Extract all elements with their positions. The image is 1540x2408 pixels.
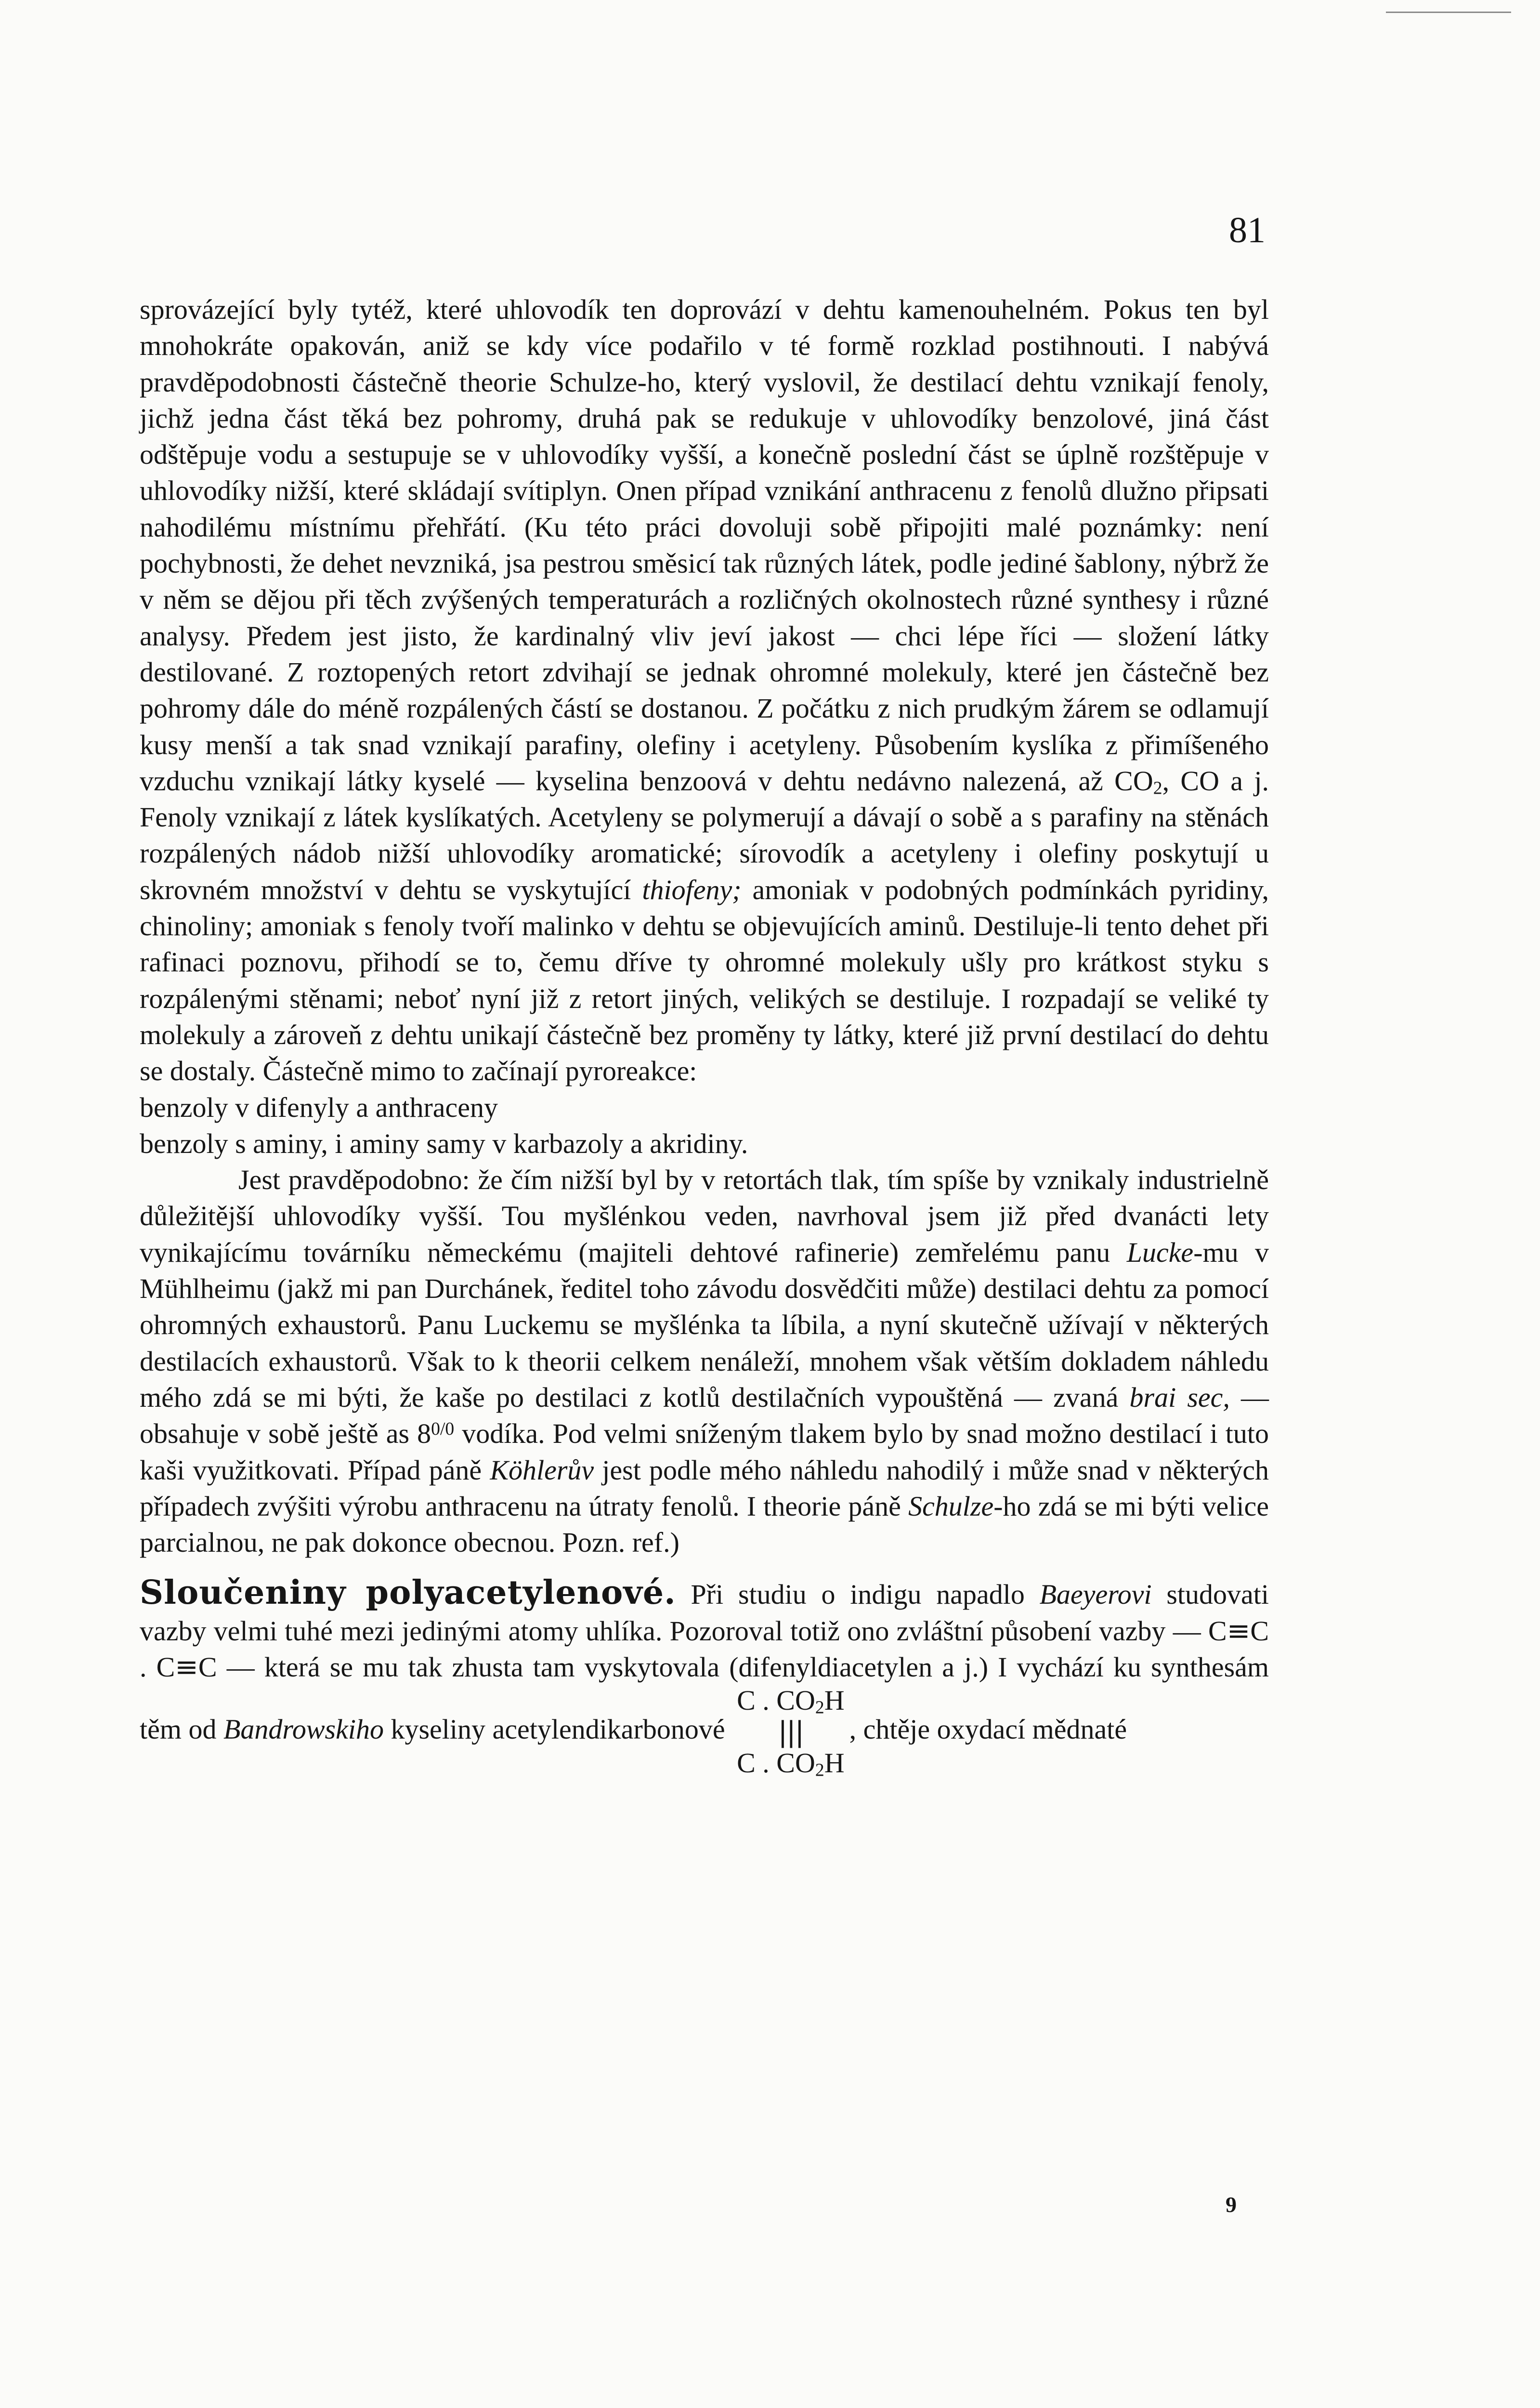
paragraph-1 <box>140 291 1269 1089</box>
percent-sign: 0/0 <box>431 1419 455 1440</box>
acetylenedicarboxylic-structure <box>737 1685 845 1779</box>
structure-bottom <box>737 1748 845 1779</box>
structure-group: C . CO <box>737 1685 815 1716</box>
text-run: -ho zdá se mi býti velice parcialnou, ne pak dokonce obecnou. Pozn. ref.) <box>140 1490 1269 1558</box>
triple-bond-symbol: ≡ <box>1227 1614 1251 1647</box>
structure-top <box>737 1685 845 1716</box>
italic-name: Bandrowskiho <box>223 1714 384 1745</box>
structure-group: C . CO <box>737 1747 815 1779</box>
structure-h: H <box>824 1747 845 1779</box>
scan-edge-mark <box>1386 0 1511 13</box>
formula-line-2: benzoly s aminy, i aminy samy v karbazoly a akridiny. <box>140 1127 748 1159</box>
paragraph-3 <box>140 1575 1269 1779</box>
text-run: kyseliny acetylendikarbonové <box>383 1714 732 1745</box>
text-run: , chtěje oxydací mědnaté <box>849 1714 1127 1745</box>
italic-name: Schulze <box>908 1490 994 1522</box>
italic-name: Baeyerovi <box>1039 1579 1152 1610</box>
text-run: — obsahuje v sobě ještě as 8 <box>140 1381 1269 1450</box>
structure-h: H <box>824 1685 845 1716</box>
subscript: 2 <box>815 1697 824 1718</box>
structure-bond: ||| <box>778 1715 804 1749</box>
text-run: amoniak v podobných podmínkách pyridiny, chinoliny; amoniak s fenoly tvoří malinko v dehtu se objevujících aminů. Destiluje-li tento dehet při rafinaci poznovu, přihodí se to, čemu dříve ty ohromné molekuly ušly pro krátkost styku s rozpálenými stěnami; neboť nyní již z retort jiných, velikých se destiluje. I rozpadají se veliké ty molekuly a zároveň z dehtu unikají částečně bez proměny ty látky, které již první destilací do dehtu se dostaly. Částečně mimo to začínají pyroreakce: <box>140 874 1269 1087</box>
text-run: vodíka. Pod velmi sníženým tlakem bylo by snad možno destilací i tuto kaši využitkovati. Případ páně <box>140 1418 1269 1486</box>
italic-name: Lucke <box>1126 1236 1194 1268</box>
paragraph-2 <box>140 1162 1269 1560</box>
text-run: -mu v Mühlheimu (jakž mi pan Durchánek, ředitel toho závodu dosvědčiti může) destilaci dehtu za pomocí ohromných exhaustorů. Panu Luckemu se myšlénka ta líbila, a nyní skutečně užívají v některých destilacích exhaustorů. Však to k theorii celkem nenáleží, mnohem však větším dokladem náhledu mého zdá se mi býti, že kaše po destilaci z kotlů destilačních vypouštěná — zvaná <box>140 1236 1269 1413</box>
italic-term: brai sec, <box>1129 1381 1230 1413</box>
text-run: , CO a j. Fenoly vznikají z látek kyslíkatých. Acetyleny se polymerují a dávají o sobě a s parafiny na stěnách rozpálených nádob nižší uhlovodíky aromatické; sírovodík a acetyleny i olefiny poskytují u skrovném množství v dehtu se vyskytující <box>140 765 1269 905</box>
text-run: Při studiu o indigu napadlo <box>676 1579 1040 1610</box>
page-number: 81 <box>1229 210 1266 250</box>
text-run: C — která se mu tak zhusta tam vyskytovala (difenyldiacetylen a j.) I vychází ku synthesám těm od <box>140 1651 1269 1745</box>
subscript: 2 <box>1153 778 1162 798</box>
text-run: studovati vazby velmi tuhé mezi jedinými atomy uhlíka. Pozoroval totiž ono zvláštní působení vazby — C <box>140 1579 1269 1647</box>
formula-line-1: benzoly v difenyly a anthraceny <box>140 1091 498 1123</box>
text-run: sprovázející byly tytéž, které uhlovodík ten doprovází v dehtu kamenouhelném. Pokus ten byl mnohokráte opakován, aniž se kdy více podařilo v té formě rozklad postihnouti. I nabývá pravděpodobnosti částečně theorie Schulze-ho, který vyslovil, že destilací dehtu vznikají fenoly, jichž jedna část těká bez pohromy, druhá pak se redukuje v uhlovodíky benzolové, jiná část odštěpuje vodu a sestupuje se v uhlovodíky vyšší, a konečně poslední část se úplně rozštěpuje v uhlovodíky nižší, které skládají svítiplyn. Onen případ vznikání anthracenu z fenolů dlužno připsati nahodilému místnímu přehřátí. (Ku této práci dovoluji sobě připojiti malé poznámky: není pochybnosti, že dehet nevzniká, jsa pestrou směsicí tak různých látek, podle jediné šablony, nýbrž že v něm se dějou při těch zvýšených temperaturách a rozličných okolnostech různé synthesy i různé analysy. Předem jest jisto, že kardinalný vliv jeví jakost — chci lépe říci — složení látky destilované. Z roztopených retort zdvihají se jednak ohromné molekuly, které jen částečně bez pohromy dále do méně rozpálených částí se dostanou. Z počátku z nich prudkým žárem se odlamují kusy menší a tak snad vznikají parafiny, olefiny i acetyleny. Působením kyslíka z přimíšeného vzduchu vznikají látky kyselé — kyselina benzoová v dehtu nedávno nalezená, až CO <box>140 294 1269 797</box>
subscript: 2 <box>815 1760 824 1780</box>
section-heading: Sloučeniny polyacetylenové. <box>140 1573 676 1612</box>
text-run: jest podle mého náhledu nahodilý i může snad v některých případech zvýšiti výrobu anthracenu na útraty fenolů. I theorie páně <box>140 1454 1269 1522</box>
italic-term: thiofeny; <box>642 874 742 905</box>
italic-name: Köhlerův <box>490 1454 594 1486</box>
body-text <box>140 291 1269 1779</box>
text-run: C . C <box>140 1615 1269 1683</box>
text-run: Jest pravděpodobno: že čím nižší byl by v retortách tlak, tím spíše by vznikaly industrielně důležitější uhlovodíky vyšší. Tou myšlénkou veden, navrhoval jsem již před dvanácti lety vynikajícímu továrníku německému (majiteli dehtové rafinerie) zemřelému panu <box>140 1164 1269 1268</box>
triple-bond-symbol: ≡ <box>175 1650 198 1683</box>
sheet-signature: 9 <box>1226 2192 1237 2217</box>
